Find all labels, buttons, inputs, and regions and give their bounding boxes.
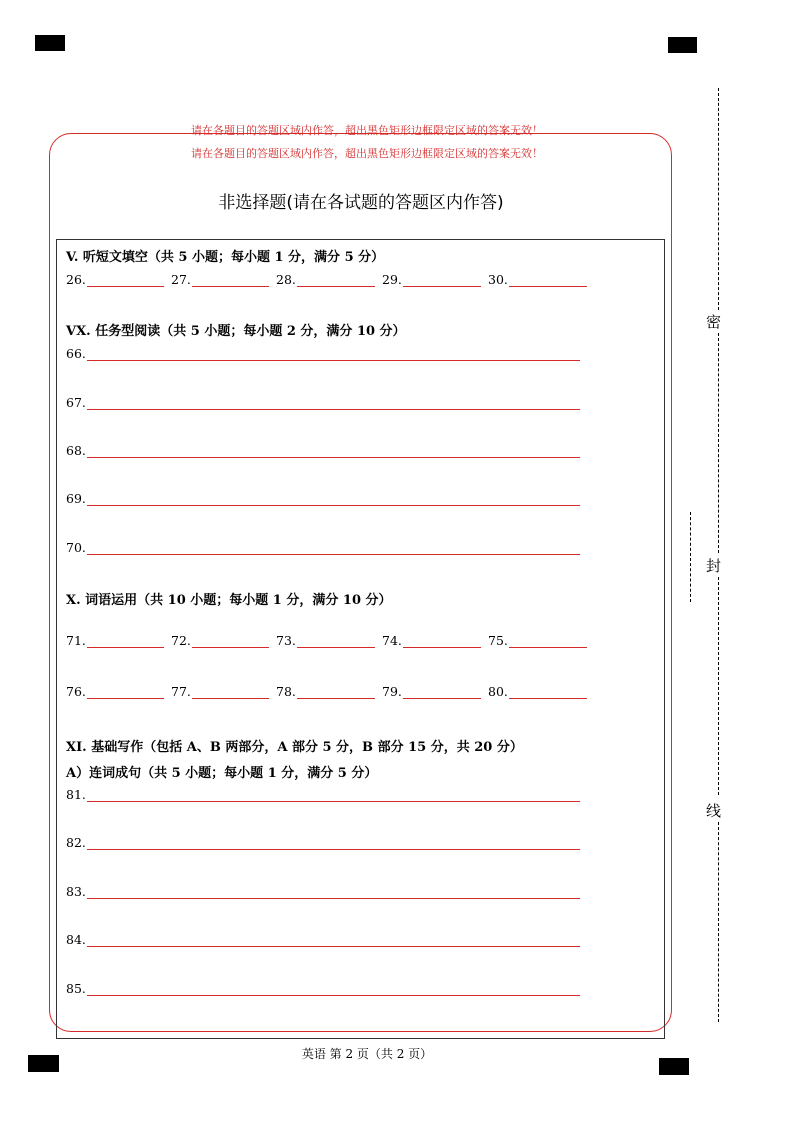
answer-blank[interactable]: [297, 647, 375, 648]
answer-line[interactable]: [87, 995, 580, 996]
question-number: 67.: [66, 395, 86, 410]
question-number: 83.: [66, 884, 86, 899]
section-title: VX. 任务型阅读（共 5 小题；每小题 2 分，满分 10 分）: [66, 324, 406, 339]
answer-line[interactable]: [87, 554, 580, 555]
answer-line[interactable]: [87, 409, 580, 410]
seal-line: [718, 577, 719, 795]
answer-blank[interactable]: [87, 698, 164, 699]
answer-area-warning: 请在各题目的答题区域内作答，超出黑色矩形边框限定区域的答案无效！: [191, 147, 543, 160]
answer-blank[interactable]: [403, 286, 481, 287]
seal-line: [718, 822, 719, 1022]
question-number: 69.: [66, 491, 86, 506]
answer-line[interactable]: [87, 505, 580, 506]
answer-blank[interactable]: [87, 286, 164, 287]
answer-box: [56, 239, 665, 1039]
answer-line[interactable]: [87, 360, 580, 361]
subsection-title: A）连词成句（共 5 小题；每小题 1 分，满分 5 分）: [66, 766, 378, 781]
answer-blank[interactable]: [509, 647, 587, 648]
answer-line[interactable]: [87, 946, 580, 947]
registration-mark-top-right: [668, 37, 697, 53]
question-number: 26.: [66, 272, 86, 287]
question-number: 27.: [171, 272, 191, 287]
page-heading: 非选择题(请在各试题的答题区内作答): [218, 193, 504, 213]
answer-blank[interactable]: [192, 647, 269, 648]
question-number: 75.: [488, 633, 508, 648]
answer-line[interactable]: [87, 457, 580, 458]
answer-blank[interactable]: [87, 647, 164, 648]
question-number: 70.: [66, 540, 86, 555]
answer-area-warning: 请在各题目的答题区域内作答，超出黑色矩形边框限定区域的答案无效！: [191, 124, 543, 137]
answer-blank[interactable]: [192, 698, 269, 699]
question-number: 71.: [66, 633, 86, 648]
question-number: 68.: [66, 443, 86, 458]
section-title: XI. 基础写作（包括 A、B 两部分，A 部分 5 分，B 部分 15 分，共 20 分）: [66, 740, 523, 755]
question-number: 74.: [382, 633, 402, 648]
question-number: 82.: [66, 835, 86, 850]
answer-blank[interactable]: [297, 698, 375, 699]
seal-char: 线: [706, 802, 722, 820]
question-number: 85.: [66, 981, 86, 996]
answer-blank[interactable]: [192, 286, 269, 287]
answer-line[interactable]: [87, 898, 580, 899]
question-number: 29.: [382, 272, 402, 287]
section-title: V. 听短文填空（共 5 小题；每小题 1 分，满分 5 分）: [66, 250, 385, 265]
question-number: 73.: [276, 633, 296, 648]
question-number: 76.: [66, 684, 86, 699]
question-number: 72.: [171, 633, 191, 648]
seal-line: [718, 333, 719, 553]
seal-char: 密: [706, 313, 722, 331]
question-number: 66.: [66, 346, 86, 361]
question-number: 28.: [276, 272, 296, 287]
seal-mark: [690, 512, 691, 602]
question-number: 79.: [382, 684, 402, 699]
answer-blank[interactable]: [403, 647, 481, 648]
answer-line[interactable]: [87, 849, 580, 850]
answer-blank[interactable]: [509, 286, 587, 287]
question-number: 30.: [488, 272, 508, 287]
question-number: 80.: [488, 684, 508, 699]
registration-mark-top-left: [35, 35, 65, 51]
question-number: 84.: [66, 932, 86, 947]
answer-blank[interactable]: [297, 286, 375, 287]
question-number: 78.: [276, 684, 296, 699]
question-number: 77.: [171, 684, 191, 699]
page-footer: 英语 第 2 页（共 2 页）: [301, 1047, 433, 1061]
answer-line[interactable]: [87, 801, 580, 802]
seal-char: 封: [706, 557, 722, 575]
section-title: X. 词语运用（共 10 小题；每小题 1 分，满分 10 分）: [66, 593, 392, 608]
answer-blank[interactable]: [509, 698, 587, 699]
answer-blank[interactable]: [403, 698, 481, 699]
question-number: 81.: [66, 787, 86, 802]
seal-line: [718, 88, 719, 310]
